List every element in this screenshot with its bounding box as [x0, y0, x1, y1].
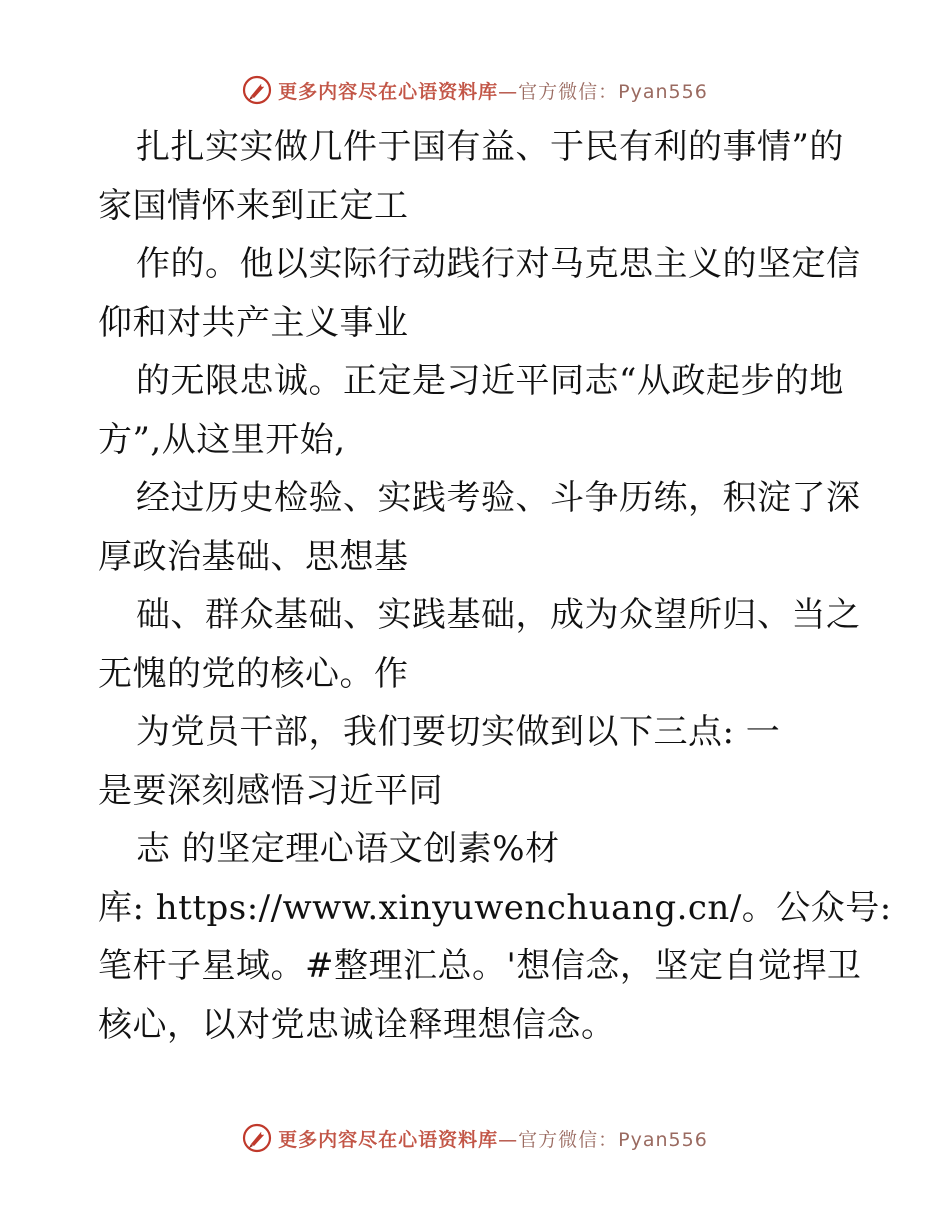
text-line: 础、群众基础、实践基础，成为众望所归、当之: [136, 595, 861, 635]
text-line: 方”,从这里开始,: [98, 419, 346, 460]
banner-contact: 官方微信：Pyan556: [518, 80, 708, 103]
text-line: 扎扎实实做几件于国有益、于民有利的事情”的: [136, 127, 844, 167]
banner-brand: 更多内容尽在心语资料库: [278, 1128, 499, 1151]
text-line: 仰和对共产主义事业: [98, 302, 409, 343]
text-line: 厚政治基础、思想基: [98, 536, 409, 577]
text-line: 志 的坚定理心语文创素%材: [136, 829, 560, 869]
pen-nib-logo-icon: [242, 75, 272, 105]
text-line: 无愧的党的核心。作: [98, 653, 409, 694]
text-line: 笔杆子星域。#整理汇总。'想信念，坚定自觉捍卫: [98, 946, 862, 986]
document-body: [98, 118, 892, 1054]
banner-brand: 更多内容尽在心语资料库: [278, 80, 499, 103]
banner-text: [278, 77, 708, 104]
pen-nib-logo-icon: [242, 1123, 272, 1153]
header-banner: [0, 70, 950, 110]
banner-text: [278, 1125, 708, 1152]
banner-separator: —: [498, 80, 519, 103]
text-line: 的无限忠诚。正定是习近平同志“从政起步的地: [136, 361, 844, 401]
text-line: 家国情怀来到正定工: [98, 185, 409, 226]
banner-separator: —: [498, 1128, 519, 1151]
text-line: 经过历史检验、实践考验、斗争历练，积淀了深: [136, 478, 861, 518]
text-line: 为党员干部，我们要切实做到以下三点: 一: [136, 712, 781, 752]
text-line: 作的。他以实际行动践行对马克思主义的坚定信: [136, 244, 861, 284]
text-line: 核心，以对党忠诚诠释理想信念。: [98, 1004, 616, 1045]
text-line: 是要深刻感悟习近平同: [98, 770, 443, 811]
footer-banner: [0, 1118, 950, 1158]
banner-contact: 官方微信：Pyan556: [518, 1128, 708, 1151]
text-line: 库: https://www.xinyuwenchuang.cn/。公众号:: [98, 887, 892, 928]
